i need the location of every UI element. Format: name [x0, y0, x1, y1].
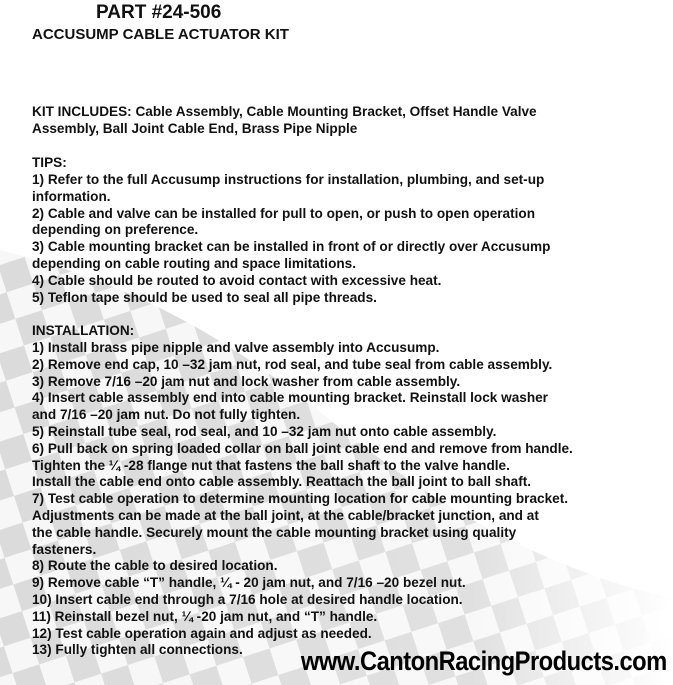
installation-line: Tighten the ¼ -28 flange nut that fastens the ball shaft to the valve handle.	[32, 457, 510, 473]
installation-line: 8) Route the cable to desired location.	[32, 558, 278, 574]
kit-includes-line: Assembly, Ball Joint Cable End, Brass Pipe Nipple	[32, 121, 358, 136]
installation-line: and 7/16 –20 jam nut. Do not fully tighten.	[32, 407, 301, 423]
installation-line: the cable handle. Securely mount the cable mounting bracket using quality	[32, 524, 517, 540]
tips-line: 5) Teflon tape should be used to seal all pipe threads.	[32, 289, 377, 305]
installation-line: 4) Insert cable assembly end into cable mounting bracket. Reinstall lock washer	[32, 390, 548, 406]
tips-heading: TIPS:	[32, 155, 67, 170]
tips-line: 3) Cable mounting bracket can be installed in front of or directly over Accusump	[32, 239, 551, 255]
installation-line: 2) Remove end cap, 10 –32 jam nut, rod seal, and tube seal from cable assembly.	[32, 356, 553, 372]
installation-line: 10) Insert cable end through a 7/16 hole at desired handle location.	[32, 592, 463, 607]
installation-line: 1) Install brass pipe nipple and valve assembly into Accusump.	[32, 340, 440, 355]
website-url: www.CantonRacingProducts.com	[301, 646, 667, 676]
installation-line: 13) Fully tighten all connections.	[32, 642, 243, 658]
tips-line: 4) Cable should be routed to avoid contact with excessive heat.	[32, 272, 442, 288]
installation-line: 9) Remove cable “T” handle, ¼ - 20 jam nut, and 7/16 –20 bezel nut.	[32, 575, 466, 591]
installation-line: 12) Test cable operation again and adjust as needed.	[32, 625, 372, 641]
tips-line: depending on preference.	[32, 222, 199, 238]
part-number: PART #24-506	[96, 2, 222, 23]
installation-line: 11) Reinstall bezel nut, ¼ -20 jam nut, and “T” handle.	[32, 608, 378, 624]
installation-line: 6) Pull back on spring loaded collar on ball joint cable end and remove from handle.	[32, 440, 573, 456]
kit-title: ACCUSUMP CABLE ACTUATOR KIT	[32, 26, 289, 43]
kit-includes-line: KIT INCLUDES: Cable Assembly, Cable Mounting Bracket, Offset Handle Valve	[32, 104, 537, 119]
installation-heading: INSTALLATION:	[32, 323, 135, 338]
tips-line: 2) Cable and valve can be installed for pull to open, or push to open operation	[32, 205, 536, 221]
installation-line: 7) Test cable operation to determine mounting location for cable mounting bracket.	[32, 491, 569, 507]
installation-line: Install the cable end onto cable assembly. Reattach the ball joint to ball shaft.	[32, 474, 532, 490]
installation-line: fasteners.	[32, 541, 97, 557]
tips-line: 1) Refer to the full Accusump instructions for installation, plumbing, and set-up	[32, 172, 545, 187]
tips-line: depending on cable routing and space limitations.	[32, 256, 357, 271]
tips-line: information.	[32, 188, 111, 204]
installation-line: 3) Remove 7/16 –20 jam nut and lock washer from cable assembly.	[32, 373, 461, 389]
installation-line: Adjustments can be made at the ball joint, at the cable/bracket junction, and at	[32, 508, 539, 523]
installation-line: 5) Reinstall tube seal, rod seal, and 10 –32 jam nut onto cable assembly.	[32, 424, 497, 439]
